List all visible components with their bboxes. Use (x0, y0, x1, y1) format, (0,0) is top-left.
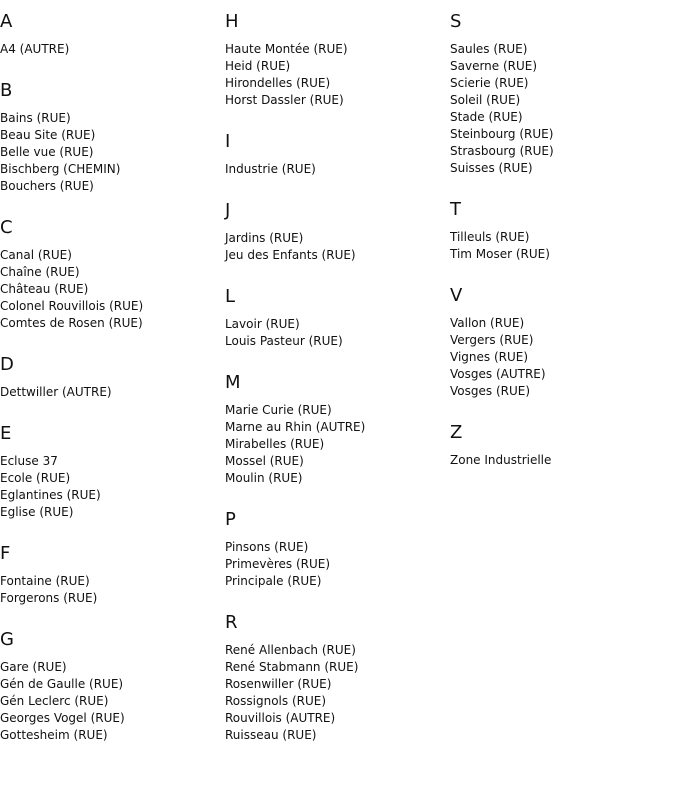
street-link[interactable]: Colonel Rouvillois (RUE) (0, 299, 144, 313)
letter-heading: A (0, 11, 13, 32)
letter-heading: T (450, 199, 461, 220)
street-list (225, 41, 445, 109)
street-list (225, 539, 445, 590)
street-link[interactable]: Mossel (RUE) (225, 454, 304, 468)
street-link[interactable]: Soleil (RUE) (450, 93, 521, 107)
street-link[interactable]: Lavoir (RUE) (225, 317, 300, 331)
street-link[interactable]: Horst Dassler (RUE) (225, 93, 344, 107)
street-link[interactable]: Canal (RUE) (0, 248, 72, 262)
letter-heading: I (225, 131, 231, 152)
street-link[interactable]: Bouchers (RUE) (0, 179, 94, 193)
letter-heading: J (225, 200, 231, 221)
street-list (450, 315, 670, 400)
street-list (225, 161, 445, 178)
letter-heading: R (225, 612, 238, 633)
street-link[interactable]: Louis Pasteur (RUE) (225, 334, 343, 348)
street-link[interactable]: Principale (RUE) (225, 574, 322, 588)
street-index-column-1 (0, 0, 220, 744)
letter-section (0, 423, 220, 521)
street-list (0, 384, 220, 401)
street-link[interactable]: Industrie (RUE) (225, 162, 316, 176)
street-link[interactable]: Tim Moser (RUE) (450, 247, 550, 261)
letter-heading: E (0, 423, 12, 444)
letter-section (0, 11, 220, 58)
street-link[interactable]: Gén Leclerc (RUE) (0, 694, 109, 708)
street-list (0, 659, 220, 744)
letter-section (225, 286, 445, 350)
letter-section (225, 200, 445, 264)
street-link[interactable]: Strasbourg (RUE) (450, 144, 554, 158)
street-link[interactable]: A4 (AUTRE) (0, 42, 70, 56)
letter-heading: V (450, 285, 463, 306)
street-index-column-3 (450, 0, 670, 469)
street-link[interactable]: Jeu des Enfants (RUE) (225, 248, 356, 262)
letter-heading: G (0, 629, 14, 650)
street-link[interactable]: Zone Industrielle (450, 453, 552, 467)
street-list (225, 402, 445, 487)
letter-section (0, 543, 220, 607)
street-link[interactable]: Gare (RUE) (0, 660, 67, 674)
letter-heading: Z (450, 422, 463, 443)
street-link[interactable]: Vallon (RUE) (450, 316, 525, 330)
street-link[interactable]: Gottesheim (RUE) (0, 728, 108, 742)
letter-section (450, 422, 670, 469)
street-link[interactable]: Mirabelles (RUE) (225, 437, 325, 451)
street-link[interactable]: Bains (RUE) (0, 111, 71, 125)
letter-section (0, 80, 220, 195)
street-link[interactable]: Scierie (RUE) (450, 76, 529, 90)
street-link[interactable]: Chaîne (RUE) (0, 265, 80, 279)
street-link[interactable]: Jardins (RUE) (225, 231, 304, 245)
street-link[interactable]: Rosenwiller (RUE) (225, 677, 332, 691)
letter-heading: F (0, 543, 11, 564)
street-link[interactable]: Rouvillois (AUTRE) (225, 711, 336, 725)
letter-heading: S (450, 11, 462, 32)
street-link[interactable]: René Stabmann (RUE) (225, 660, 359, 674)
letter-heading: B (0, 80, 13, 101)
street-link[interactable]: Saverne (RUE) (450, 59, 538, 73)
letter-heading: C (0, 217, 13, 238)
street-link[interactable]: Vergers (RUE) (450, 333, 534, 347)
street-link[interactable]: Steinbourg (RUE) (450, 127, 554, 141)
street-list (450, 452, 670, 469)
street-link[interactable]: Vosges (AUTRE) (450, 367, 546, 381)
street-list (0, 247, 220, 332)
street-link[interactable]: Rossignols (RUE) (225, 694, 327, 708)
street-link[interactable]: Heid (RUE) (225, 59, 291, 73)
street-link[interactable]: Stade (RUE) (450, 110, 523, 124)
letter-section (225, 11, 445, 109)
letter-section (0, 629, 220, 744)
letter-section (225, 131, 445, 178)
street-link[interactable]: Marie Curie (RUE) (225, 403, 332, 417)
street-list (450, 41, 670, 177)
letter-heading: L (225, 286, 236, 307)
street-link[interactable]: Pinsons (RUE) (225, 540, 309, 554)
letter-heading: H (225, 11, 239, 32)
street-link[interactable]: Ecluse 37 (0, 454, 58, 468)
street-list (0, 110, 220, 195)
street-link[interactable]: Primevères (RUE) (225, 557, 331, 571)
street-list (450, 229, 670, 263)
letter-section (225, 509, 445, 590)
street-link[interactable]: Belle vue (RUE) (0, 145, 94, 159)
street-link[interactable]: Vignes (RUE) (450, 350, 529, 364)
street-link[interactable]: Beau Site (RUE) (0, 128, 96, 142)
letter-section (450, 285, 670, 400)
street-link[interactable]: Bischberg (CHEMIN) (0, 162, 121, 176)
street-link[interactable]: Hirondelles (RUE) (225, 76, 331, 90)
letter-section (450, 11, 670, 177)
street-link[interactable]: Suisses (RUE) (450, 161, 533, 175)
street-link[interactable]: Comtes de Rosen (RUE) (0, 316, 143, 330)
street-link[interactable]: Moulin (RUE) (225, 471, 303, 485)
street-link[interactable]: Haute Montée (RUE) (225, 42, 348, 56)
street-index-column-2 (225, 0, 445, 744)
street-link[interactable]: Eglantines (RUE) (0, 488, 101, 502)
street-link[interactable]: Tilleuls (RUE) (450, 230, 530, 244)
street-list (225, 316, 445, 350)
street-link[interactable]: René Allenbach (RUE) (225, 643, 356, 657)
letter-heading: D (0, 354, 14, 375)
letter-section (450, 199, 670, 263)
letter-section (0, 354, 220, 401)
street-list (0, 41, 220, 58)
street-link[interactable]: Fontaine (RUE) (0, 574, 90, 588)
street-link[interactable]: Château (RUE) (0, 282, 89, 296)
street-link[interactable]: Marne au Rhin (AUTRE) (225, 420, 366, 434)
street-list (225, 642, 445, 744)
street-link[interactable]: Forgerons (RUE) (0, 591, 98, 605)
letter-heading: P (225, 509, 236, 530)
letter-section (0, 217, 220, 332)
street-link[interactable]: Ecole (RUE) (0, 471, 71, 485)
letter-heading: M (225, 372, 241, 393)
street-link[interactable]: Eglise (RUE) (0, 505, 74, 519)
street-link[interactable]: Gén de Gaulle (RUE) (0, 677, 124, 691)
street-link[interactable]: Dettwiller (AUTRE) (0, 385, 112, 399)
street-list (0, 453, 220, 521)
street-link[interactable]: Vosges (RUE) (450, 384, 531, 398)
street-list (225, 230, 445, 264)
street-link[interactable]: Ruisseau (RUE) (225, 728, 317, 742)
letter-section (225, 372, 445, 487)
street-list (0, 573, 220, 607)
letter-section (225, 612, 445, 744)
street-link[interactable]: Georges Vogel (RUE) (0, 711, 125, 725)
street-link[interactable]: Saules (RUE) (450, 42, 528, 56)
